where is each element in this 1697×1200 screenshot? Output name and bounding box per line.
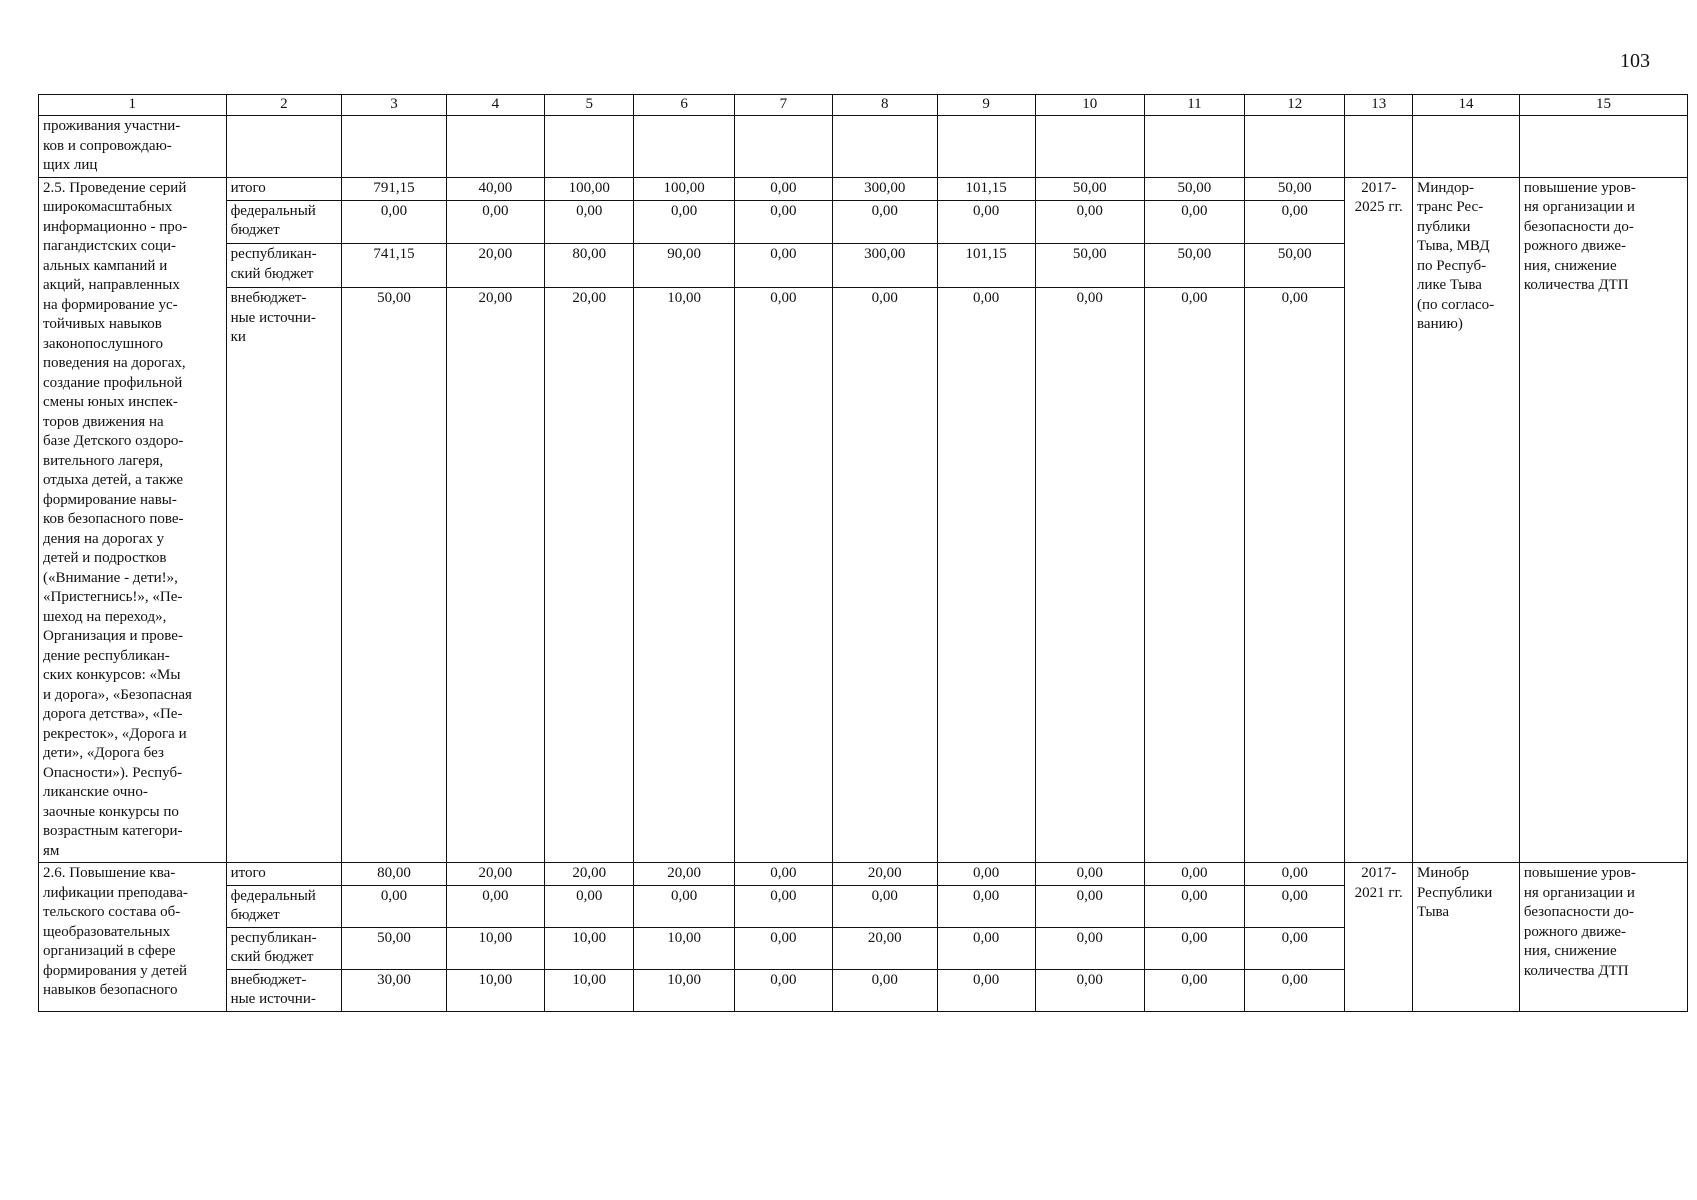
amount-cell: 0,00 — [734, 200, 832, 244]
amount-cell: 0,00 — [1144, 863, 1244, 886]
amount-cell: 10,00 — [634, 969, 734, 1011]
amount-cell: 20,00 — [832, 927, 937, 969]
amount-cell: 0,00 — [634, 885, 734, 927]
funding-source: внебюджет- ные источни- — [226, 969, 342, 1011]
amount-cell: 791,15 — [342, 177, 447, 200]
amount-cell: 20,00 — [545, 863, 634, 886]
amount-cell: 10,00 — [634, 288, 734, 863]
amount-cell: 50,00 — [1035, 244, 1144, 288]
amount-cell: 0,00 — [832, 200, 937, 244]
amount-cell: 0,00 — [1245, 927, 1345, 969]
amount-cell: 40,00 — [446, 177, 544, 200]
header-cell: 9 — [937, 95, 1035, 116]
amount-cell: 0,00 — [734, 927, 832, 969]
amount-cell: 0,00 — [937, 927, 1035, 969]
amount-cell: 0,00 — [1245, 288, 1345, 863]
continuation-row — [39, 116, 1688, 178]
amount-cell: 0,00 — [1035, 927, 1144, 969]
header-cell: 7 — [734, 95, 832, 116]
amount-cell: 50,00 — [1144, 244, 1244, 288]
funding-source: республикан- ский бюджет — [226, 927, 342, 969]
amount-cell: 10,00 — [446, 969, 544, 1011]
executor-cell: Минобр Республики Тыва — [1413, 863, 1520, 1012]
amount-cell: 100,00 — [634, 177, 734, 200]
period-cell: 2017- 2025 гг. — [1345, 177, 1413, 863]
amount-cell: 80,00 — [342, 863, 447, 886]
amount-cell: 0,00 — [734, 969, 832, 1011]
amount-cell: 100,00 — [545, 177, 634, 200]
header-cell: 1 — [39, 95, 227, 116]
amount-cell: 0,00 — [832, 969, 937, 1011]
amount-cell: 0,00 — [1144, 288, 1244, 863]
amount-cell: 300,00 — [832, 244, 937, 288]
amount-cell: 0,00 — [446, 200, 544, 244]
amount-cell: 90,00 — [634, 244, 734, 288]
funding-row — [39, 177, 1688, 200]
amount-cell: 0,00 — [937, 200, 1035, 244]
amount-cell: 0,00 — [1144, 885, 1244, 927]
amount-cell: 10,00 — [634, 927, 734, 969]
funding-source: итого — [226, 177, 342, 200]
header-cell: 13 — [1345, 95, 1413, 116]
continuation-text: проживания участни- ков и сопровождаю- щих лиц — [39, 116, 227, 178]
funding-source: итого — [226, 863, 342, 886]
amount-cell: 0,00 — [1144, 200, 1244, 244]
funding-source: республикан- ский бюджет — [226, 244, 342, 288]
header-cell: 2 — [226, 95, 342, 116]
header-cell: 4 — [446, 95, 544, 116]
amount-cell: 0,00 — [1245, 885, 1345, 927]
amount-cell: 20,00 — [446, 288, 544, 863]
amount-cell: 0,00 — [937, 288, 1035, 863]
amount-cell: 300,00 — [832, 177, 937, 200]
amount-cell: 50,00 — [1035, 177, 1144, 200]
header-cell: 10 — [1035, 95, 1144, 116]
header-cell: 14 — [1413, 95, 1520, 116]
amount-cell: 0,00 — [342, 885, 447, 927]
funding-source: федеральный бюджет — [226, 885, 342, 927]
amount-cell: 20,00 — [634, 863, 734, 886]
amount-cell: 0,00 — [832, 885, 937, 927]
amount-cell: 20,00 — [832, 863, 937, 886]
amount-cell: 0,00 — [937, 885, 1035, 927]
amount-cell: 50,00 — [1245, 244, 1345, 288]
amount-cell: 20,00 — [545, 288, 634, 863]
amount-cell: 0,00 — [1144, 969, 1244, 1011]
amount-cell: 0,00 — [734, 177, 832, 200]
amount-cell: 10,00 — [446, 927, 544, 969]
header-row — [39, 95, 1688, 116]
expected-result-cell: повышение уров- ня организации и безопасности до- рожного движе- ния, снижение количества ДТП — [1519, 177, 1687, 863]
amount-cell: 50,00 — [1245, 177, 1345, 200]
amount-cell: 0,00 — [734, 863, 832, 886]
amount-cell: 20,00 — [446, 244, 544, 288]
amount-cell: 0,00 — [1035, 969, 1144, 1011]
amount-cell: 101,15 — [937, 177, 1035, 200]
amount-cell: 0,00 — [937, 863, 1035, 886]
amount-cell: 0,00 — [1035, 885, 1144, 927]
amount-cell: 80,00 — [545, 244, 634, 288]
amount-cell: 101,15 — [937, 244, 1035, 288]
funding-source: федеральный бюджет — [226, 200, 342, 244]
amount-cell: 0,00 — [1245, 969, 1345, 1011]
page-number: 103 — [1620, 50, 1650, 72]
amount-cell: 0,00 — [734, 244, 832, 288]
amount-cell: 10,00 — [545, 927, 634, 969]
amount-cell: 10,00 — [545, 969, 634, 1011]
funding-row — [39, 863, 1688, 886]
amount-cell: 0,00 — [734, 885, 832, 927]
amount-cell: 0,00 — [734, 288, 832, 863]
header-cell: 12 — [1245, 95, 1345, 116]
header-cell: 5 — [545, 95, 634, 116]
executor-cell: Миндор- транс Рес- публики Тыва, МВД по Респуб- лике Тыва (по согласо- ванию) — [1413, 177, 1520, 863]
amount-cell: 0,00 — [1035, 200, 1144, 244]
amount-cell: 741,15 — [342, 244, 447, 288]
period-cell: 2017- 2021 гг. — [1345, 863, 1413, 1012]
header-cell: 8 — [832, 95, 937, 116]
amount-cell: 30,00 — [342, 969, 447, 1011]
amount-cell: 0,00 — [1035, 863, 1144, 886]
amount-cell: 0,00 — [634, 200, 734, 244]
amount-cell: 50,00 — [342, 288, 447, 863]
amount-cell: 0,00 — [446, 885, 544, 927]
amount-cell: 0,00 — [342, 200, 447, 244]
amount-cell: 50,00 — [342, 927, 447, 969]
amount-cell: 0,00 — [832, 288, 937, 863]
amount-cell: 0,00 — [937, 969, 1035, 1011]
program-table — [38, 94, 1688, 1012]
amount-cell: 0,00 — [1245, 863, 1345, 886]
header-cell: 3 — [342, 95, 447, 116]
expected-result-cell: повышение уров- ня организации и безопасности до- рожного движе- ния, снижение количества ДТП — [1519, 863, 1687, 1012]
activity-description: 2.6. Повышение ква- лификации преподава- тельского состава об- щеобразовательных организаций в сфере формирования у детей навыков безопасного — [39, 863, 227, 1012]
activity-description: 2.5. Проведение серий широкомасштабных информационно - про- пагандистских соци- альных кампаний и акций, направленных на формирование ус- тойчивых навыков законопослушного поведения на дорогах, создание профильной смены юных инспек- торов движения на базе Детского оздоро- вительного лагеря, отдыха детей, а также формирование навы- ков безопасного пове- дения на дорогах у детей и подростков («Внимание - дети!», «Пристегнись!», «Пе- шеход на переход», Организация и прове- дение республикан- ских конкурсов: «Мы и дорога», «Безопасная дорога детства», «Пе- рекресток», «Дорога и дети», «Дорога без Опасности»). Респуб- ликанские очно- заочные конкурсы по возрастным категори- ям — [39, 177, 227, 863]
header-cell: 11 — [1144, 95, 1244, 116]
header-cell: 6 — [634, 95, 734, 116]
amount-cell: 0,00 — [545, 885, 634, 927]
amount-cell: 0,00 — [1245, 200, 1345, 244]
amount-cell: 0,00 — [1035, 288, 1144, 863]
funding-source: внебюджет- ные источни- ки — [226, 288, 342, 863]
header-cell: 15 — [1519, 95, 1687, 116]
amount-cell: 0,00 — [1144, 927, 1244, 969]
amount-cell: 20,00 — [446, 863, 544, 886]
amount-cell: 50,00 — [1144, 177, 1244, 200]
amount-cell: 0,00 — [545, 200, 634, 244]
